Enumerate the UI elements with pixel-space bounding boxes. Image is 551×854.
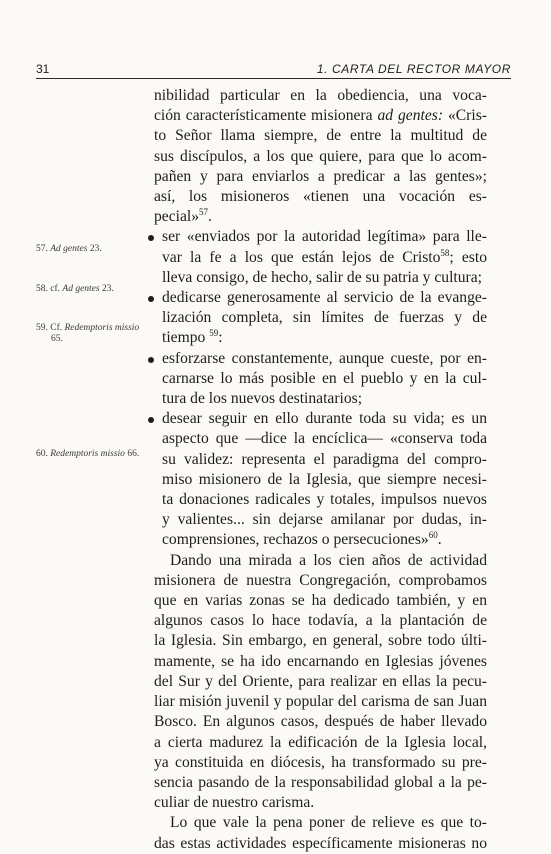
running-head: 1. CARTA DEL RECTOR MAYOR [316, 62, 511, 76]
text-line: así, los misioneros «tienen una vocación es- [154, 188, 487, 206]
text-line: sencia pasando de la responsabilidad global a la pe- [154, 773, 487, 791]
bullet-item: desear seguir en ello durante toda su vida; es un aspecto que —dice la encíclica— «conserva toda su validez: representa el paradigma del compro- miso misionero de la Iglesia, que siempre necesi- ta donaciones radicales y totales, impulsos nuevos y valientes... sin dejarse amilanar por dudas, in- comprensiones, rechazos o persecuciones»$^{60}$. [146, 409, 487, 550]
text-line: Lo que vale la pena poner de relieve es que to- [170, 814, 487, 832]
bullet-item: dedicarse generosamente al servicio de la evange- lización completa, sin límites de fuerzas y de tiempo $^{59}$: [146, 288, 487, 349]
text-line: Dando una mirada a los cien años de actividad [170, 551, 487, 569]
bullet-item: ser «enviados por la autoridad legítima» para lle- var la fe a los que están lejos de Cristo$^{58}$; esto lleva consigo, de hecho, salir de su patria y cultura; [146, 227, 487, 288]
header-rule [36, 78, 511, 79]
text-line: culiar de nuestro carisma. [154, 794, 315, 812]
text-line: mamente, se ha ido encarnando en Iglesias jóvenes [154, 652, 487, 670]
margin-note: 57. Ad gentes 23. [36, 244, 102, 254]
text-line: liar misión juvenil y popular del carisma de san Juan [154, 693, 487, 711]
margin-note: 59. Cf. Redemptoris missio 65. [36, 323, 140, 344]
text-line: to Señor llama siempre, de entre la multitud de [154, 127, 487, 145]
text-line: ción característicamente misionera ad gentes: «Cris- [154, 107, 487, 125]
text-line: Bosco. En algunos casos, después de haber llevado [154, 713, 487, 731]
text-line: que en varias zonas se ha dedicado también, y en [154, 592, 487, 610]
text-line: del Sur y del Oriente, para realizar en ellas la pecu- [154, 672, 487, 690]
text-line: sus discípulos, a los que quiere, para que lo acom- [154, 147, 487, 165]
text-line: a cierta madurez la edificación de la Iglesia local, [154, 733, 487, 751]
text-line: algunos casos lo hace todavía, a la plantación de [154, 612, 487, 630]
text-line: pañen y para enviarlos a predicar a las gentes»; [154, 167, 487, 185]
margin-note: 58. cf. Ad gentes 23. [36, 284, 114, 294]
text-line: nibilidad particular en la obediencia, una voca- [154, 87, 487, 104]
text-line: misionera de nuestra Congregación, comprobamos [154, 571, 487, 589]
body-text [154, 86, 487, 854]
margin-note: 60. Redemptoris missio 66. [36, 449, 140, 459]
bullet-item: esforzarse constantemente, aunque cueste, por en- carnarse lo más posible en el pueblo y en la cul- tura de los nuevos destinatarios; [146, 349, 487, 410]
page-number: 31 [36, 62, 50, 76]
text-line: la Iglesia. Sin embargo, en general, sobre todo últi- [154, 632, 487, 650]
text-line: pecial»$^{57}$. [154, 207, 212, 226]
text-line: das estas actividades específicamente misioneras no [154, 834, 487, 852]
page-header [36, 62, 511, 76]
text-line: ya constituida en diócesis, ha transformado su pre- [154, 753, 487, 771]
